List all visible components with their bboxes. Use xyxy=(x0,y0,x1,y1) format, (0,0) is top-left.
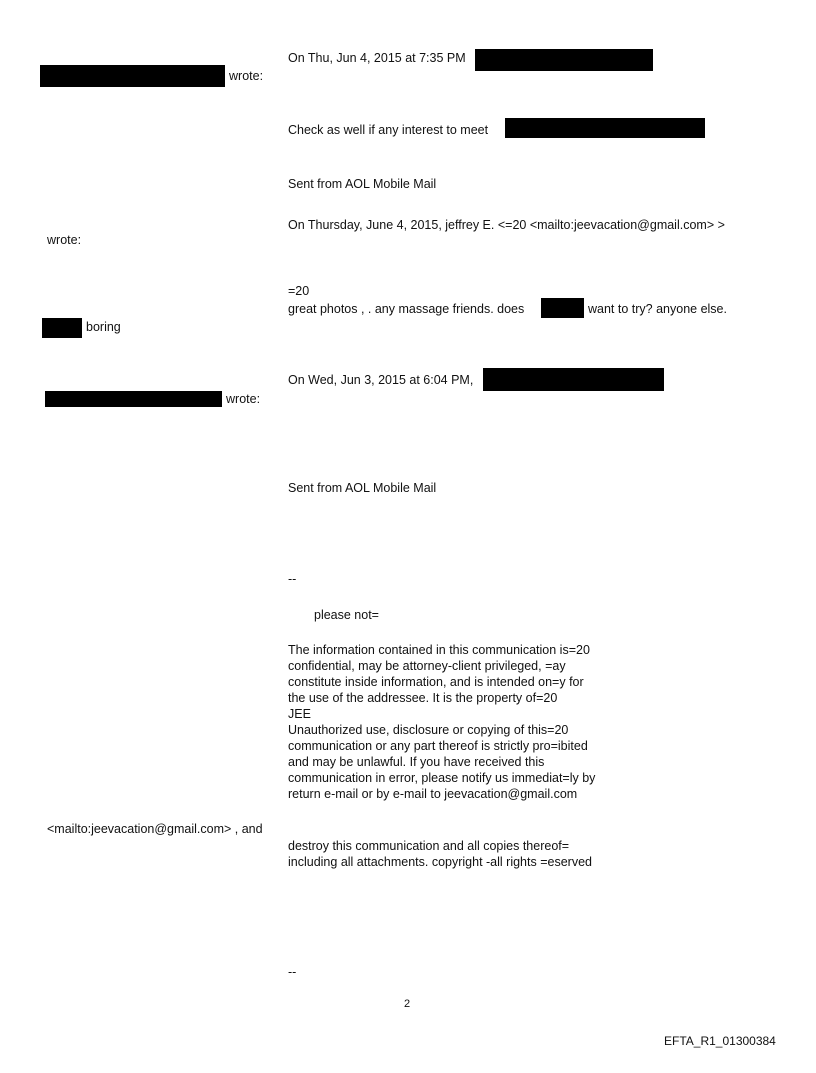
left-boring: boring xyxy=(86,320,121,334)
disclaimer-line: and may be unlawful. If you have received this xyxy=(288,755,545,769)
message-2-part-a: great photos , . any massage friends. does xyxy=(288,302,525,316)
redaction-block xyxy=(40,65,225,87)
disclaimer-line: communication in error, please notify us immediat=ly by xyxy=(288,771,596,785)
sent-from-2: Sent from AOL Mobile Mail xyxy=(288,481,437,495)
disclaimer-line: JEE xyxy=(288,707,311,721)
left-wrote-1: wrote: xyxy=(229,69,264,83)
redaction-block xyxy=(475,49,653,71)
disclaimer-line: communication or any part thereof is strictly pro=ibited xyxy=(288,739,588,753)
disclaimer-line: return e-mail or by e-mail to jeevacation@gmail.com xyxy=(288,787,578,801)
notice-text: please not= xyxy=(314,608,379,622)
left-mailto: <mailto:jeevacation@gmail.com> , and xyxy=(47,822,263,836)
disclaimer-block-2 xyxy=(288,838,708,870)
separator-1: -- xyxy=(288,572,297,586)
separator-2: -- xyxy=(288,965,297,979)
email-header-1: On Thu, Jun 4, 2015 at 7:35 PM xyxy=(288,51,466,65)
page-number: 2 xyxy=(404,998,411,1010)
left-wrote-2: wrote: xyxy=(47,233,82,247)
disclaimer-block xyxy=(288,642,708,802)
redaction-block xyxy=(45,391,222,407)
disclaimer-line: destroy this communication and all copies thereof= xyxy=(288,839,570,853)
sent-from-1: Sent from AOL Mobile Mail xyxy=(288,177,437,191)
message-2-part-b: want to try? anyone else. xyxy=(588,302,727,316)
email-header-3: On Wed, Jun 3, 2015 at 6:04 PM, xyxy=(288,373,474,387)
redaction-block xyxy=(505,118,705,138)
redaction-block xyxy=(483,368,664,391)
disclaimer-line: constitute inside information, and is intended on=y for xyxy=(288,675,584,689)
left-wrote-3: wrote: xyxy=(226,392,261,406)
disclaimer-line: the use of the addressee. It is the property of=20 xyxy=(288,691,558,705)
redaction-block xyxy=(541,298,584,318)
message-2-line-1: =20 xyxy=(288,284,310,298)
redaction-block xyxy=(42,318,82,338)
disclaimer-line: The information contained in this communication is=20 xyxy=(288,643,590,657)
disclaimer-line: Unauthorized use, disclosure or copying of this=20 xyxy=(288,723,569,737)
email-header-2: On Thursday, June 4, 2015, jeffrey E. <=20 <mailto:jeevacation@gmail.com> > xyxy=(288,218,725,232)
disclaimer-line: including all attachments. copyright -all rights =eserved xyxy=(288,855,592,869)
message-1: Check as well if any interest to meet xyxy=(288,123,489,137)
disclaimer-line: confidential, may be attorney-client privileged, =ay xyxy=(288,659,566,673)
document-id: EFTA_R1_01300384 xyxy=(664,1034,776,1048)
